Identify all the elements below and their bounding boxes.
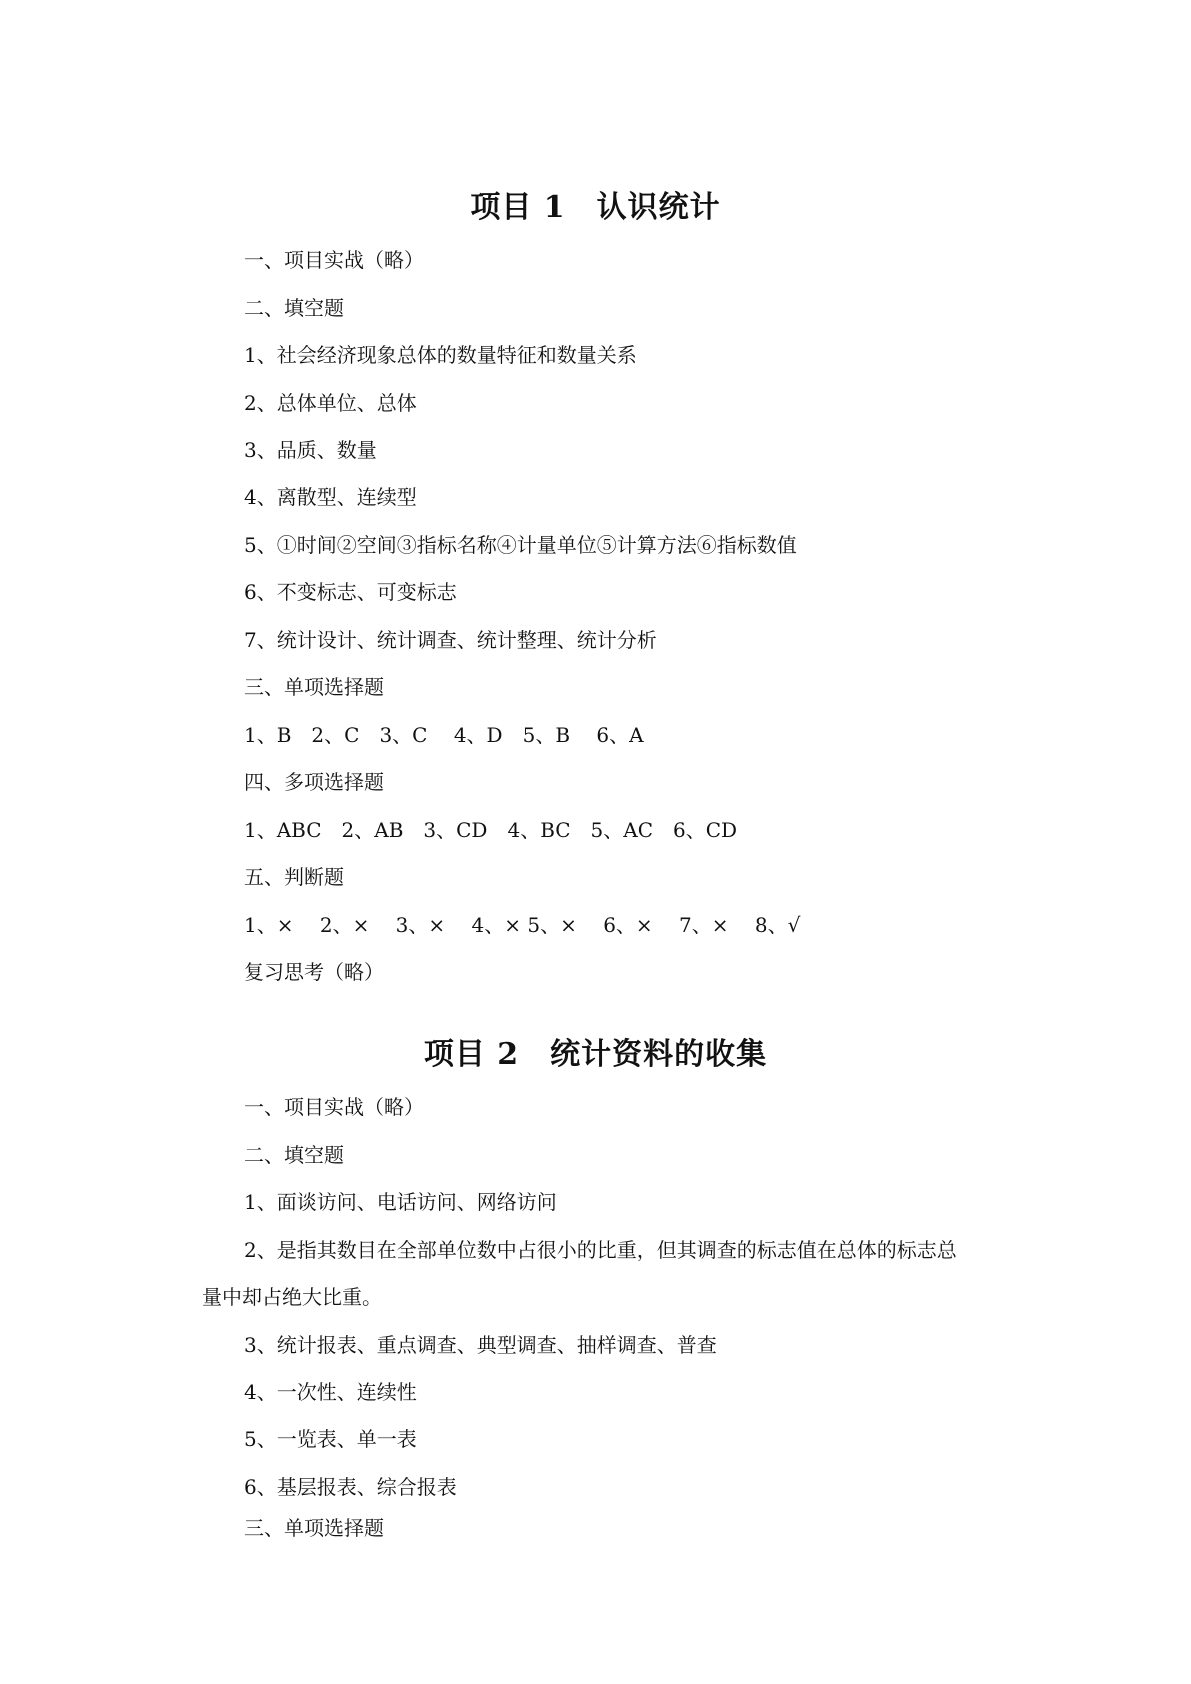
section-1-line: 1、× 2、× 3、× 4、× 5、× 6、× 7、× 8、√ (244, 913, 801, 937)
section-1-line: 4、离散型、连续型 (244, 485, 417, 509)
section-1-line: 二、填空题 (244, 296, 344, 320)
section-1-line: 5、①时间②空间③指标名称④计量单位⑤计算方法⑥指标数值 (244, 533, 797, 557)
section-2-line: 三、单项选择题 (244, 1516, 384, 1540)
section-2-line: 1、面谈访问、电话访问、网络访问 (244, 1190, 557, 1214)
section-2-line: 6、基层报表、综合报表 (244, 1475, 457, 1499)
section-1-line: 复习思考（略） (244, 960, 384, 984)
section-1-line: 1、社会经济现象总体的数量特征和数量关系 (244, 343, 637, 367)
section-2-line: 5、一览表、单一表 (244, 1427, 417, 1451)
section-1-line: 五、判断题 (244, 865, 344, 889)
section-1-line: 7、统计设计、统计调查、统计整理、统计分析 (244, 628, 657, 652)
section-2-line: 2、是指其数目在全部单位数中占很小的比重，但其调查的标志值在总体的标志总 (244, 1238, 957, 1262)
section-2-title: 项目 2 统计资料的收集 (423, 1037, 768, 1072)
section-1-line: 6、不变标志、可变标志 (244, 580, 457, 604)
section-1-line: 2、总体单位、总体 (244, 391, 417, 415)
section-1-line: 3、品质、数量 (244, 438, 377, 462)
section-1-line: 1、B 2、C 3、C 4、D 5、B 6、A (244, 723, 644, 747)
section-1-line: 四、多项选择题 (244, 770, 384, 794)
section-2-line: 3、统计报表、重点调查、典型调查、抽样调查、普查 (244, 1333, 717, 1357)
section-1-line: 一、项目实战（略） (244, 248, 424, 272)
section-1-line: 1、ABC 2、AB 3、CD 4、BC 5、AC 6、CD (244, 818, 738, 842)
section-2-line: 量中却占绝大比重。 (202, 1285, 382, 1309)
section-2-line: 一、项目实战（略） (244, 1095, 424, 1119)
section-2-line: 4、一次性、连续性 (244, 1380, 417, 1404)
section-2-line: 二、填空题 (244, 1143, 344, 1167)
section-1-line: 三、单项选择题 (244, 675, 384, 699)
section-1-title: 项目 1 认识统计 (470, 190, 721, 225)
